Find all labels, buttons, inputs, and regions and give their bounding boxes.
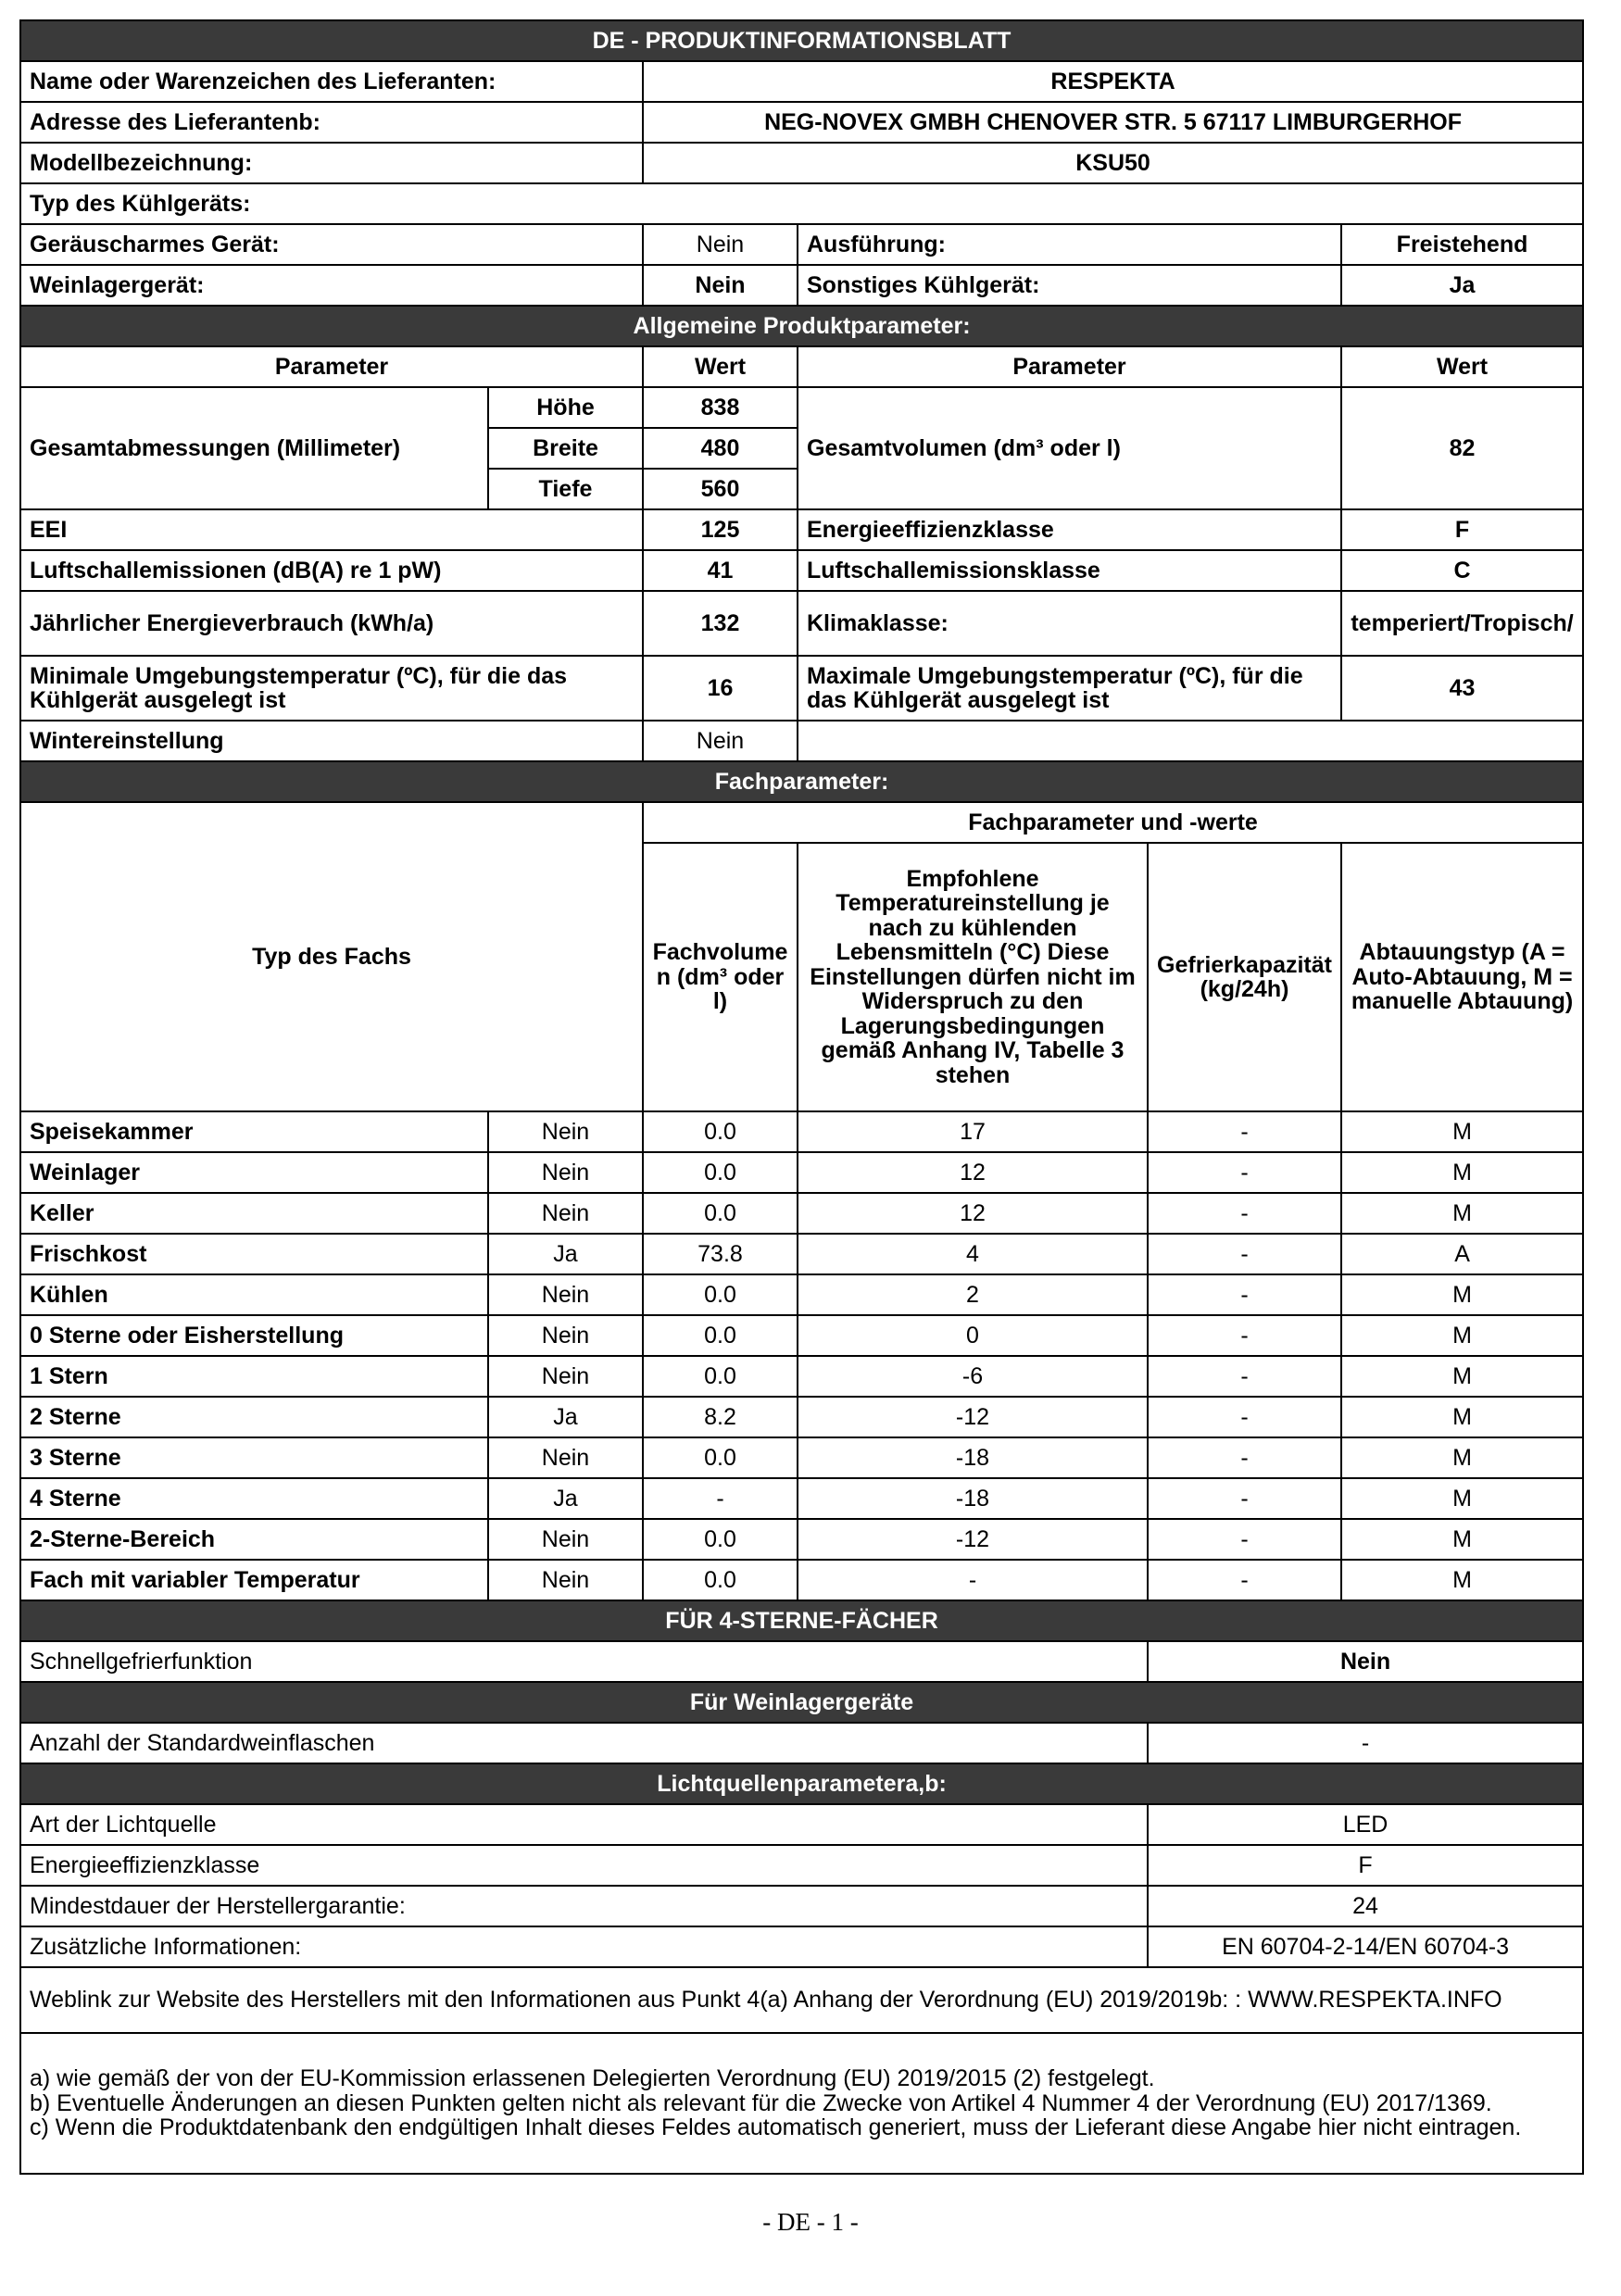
noise-class-value: C: [1341, 550, 1583, 591]
other-device-label: Sonstiges Kühlgerät:: [798, 265, 1341, 306]
col-freezing-capacity: Gefrierkapazität (kg/24h): [1148, 843, 1341, 1111]
min-temp-value: 16: [643, 656, 798, 721]
eei-label: EEI: [20, 509, 643, 550]
extra-info-value: EN 60704-2-14/EN 60704-3: [1148, 1926, 1583, 1967]
compartment-name: Frischkost: [20, 1234, 488, 1274]
depth-label: Tiefe: [488, 469, 643, 509]
table-row: [20, 1437, 1583, 1478]
compartment-temp: -6: [798, 1356, 1148, 1397]
light-type-label: Art der Lichtquelle: [20, 1804, 1148, 1845]
compartment-name: Fach mit variabler Temperatur: [20, 1560, 488, 1600]
compartment-volume: 0.0: [643, 1519, 798, 1560]
four-star-header: FÜR 4-STERNE-FÄCHER: [20, 1600, 1583, 1641]
table-row: [20, 1397, 1583, 1437]
compartment-defrost: M: [1341, 1437, 1583, 1478]
low-noise-value: Nein: [643, 224, 798, 265]
light-class-value: F: [1148, 1845, 1583, 1886]
winter-empty: [798, 721, 1583, 761]
compartments-header: Fachparameter:: [20, 761, 1583, 802]
compartment-volume: 73.8: [643, 1234, 798, 1274]
design-label: Ausführung:: [798, 224, 1341, 265]
table-row: [20, 1274, 1583, 1315]
compartment-freeze: -: [1148, 1356, 1341, 1397]
light-header: Lichtquellenparametera,b:: [20, 1763, 1583, 1804]
compartment-defrost: M: [1341, 1274, 1583, 1315]
compartment-defrost: M: [1341, 1560, 1583, 1600]
footnote-b: b) Eventuelle Änderungen an diesen Punkten gelten nicht als relevant für die Zwecke von Artikel 4 Nummer 4 der Verordnung (EU) 2017/1369.: [30, 2089, 1492, 2116]
compartment-freeze: -: [1148, 1111, 1341, 1152]
compartment-present: Nein: [488, 1193, 643, 1234]
max-temp-label: Maximale Umgebungstemperatur (ºC), für die das Kühlgerät ausgelegt ist: [798, 656, 1341, 721]
compartment-name: 1 Stern: [20, 1356, 488, 1397]
col-compartment-volume: Fachvolumen (dm³ oder l): [643, 843, 798, 1111]
light-type-value: LED: [1148, 1804, 1583, 1845]
supplier-address-label: Adresse des Lieferantenb:: [20, 102, 643, 143]
compartment-name: 3 Sterne: [20, 1437, 488, 1478]
table-row: [20, 1315, 1583, 1356]
supplier-name-label: Name oder Warenzeichen des Lieferanten:: [20, 61, 643, 102]
compartment-volume: 0.0: [643, 1193, 798, 1234]
compartment-present: Ja: [488, 1234, 643, 1274]
col-defrost-type: Abtauungstyp (A = Auto-Abtauung, M = manuelle Abtauung): [1341, 843, 1583, 1111]
compartment-name: Kühlen: [20, 1274, 488, 1315]
dimensions-label: Gesamtabmessungen (Millimeter): [20, 387, 488, 509]
col-parameter-left: Parameter: [20, 346, 643, 387]
compartment-defrost: M: [1341, 1519, 1583, 1560]
wine-bottles-label: Anzahl der Standardweinflaschen: [20, 1723, 1148, 1763]
compartment-volume: 8.2: [643, 1397, 798, 1437]
compartment-temp: 17: [798, 1111, 1148, 1152]
compartment-freeze: -: [1148, 1437, 1341, 1478]
supplier-address-value: NEG-NOVEX GMBH CHENOVER STR. 5 67117 LIMBURGERHOF: [643, 102, 1583, 143]
compartment-name: Weinlager: [20, 1152, 488, 1193]
height-label: Höhe: [488, 387, 643, 428]
compartment-group-header: Fachparameter und -werte: [643, 802, 1583, 843]
wine-header: Für Weinlagergeräte: [20, 1682, 1583, 1723]
compartment-temp: -: [798, 1560, 1148, 1600]
compartment-present: Ja: [488, 1478, 643, 1519]
footnote-a: a) wie gemäß der von der EU-Kommission erlassenen Delegierten Verordnung (EU) 2019/2015 (2) festgelegt.: [30, 2065, 1155, 2092]
compartment-freeze: -: [1148, 1274, 1341, 1315]
noise-label: Luftschallemissionen (dB(A) re 1 pW): [20, 550, 643, 591]
compartment-defrost: M: [1341, 1397, 1583, 1437]
compartment-name: Keller: [20, 1193, 488, 1234]
compartment-defrost: M: [1341, 1478, 1583, 1519]
compartment-temp: 4: [798, 1234, 1148, 1274]
volume-value: 82: [1341, 387, 1583, 509]
compartment-present: Nein: [488, 1152, 643, 1193]
compartment-name: 0 Sterne oder Eisherstellung: [20, 1315, 488, 1356]
compartment-name: Speisekammer: [20, 1111, 488, 1152]
table-row: [20, 1234, 1583, 1274]
model-label: Modellbezeichnung:: [20, 143, 643, 183]
wine-device-label: Weinlagergerät:: [20, 265, 643, 306]
light-class-label: Energieeffizienzklasse: [20, 1845, 1148, 1886]
compartment-volume: 0.0: [643, 1111, 798, 1152]
table-row: [20, 1560, 1583, 1600]
consumption-label: Jährlicher Energieverbrauch (kWh/a): [20, 591, 643, 656]
compartment-volume: 0.0: [643, 1437, 798, 1478]
compartment-present: Nein: [488, 1111, 643, 1152]
compartment-freeze: -: [1148, 1519, 1341, 1560]
compartment-present: Ja: [488, 1397, 643, 1437]
compartment-freeze: -: [1148, 1193, 1341, 1234]
compartment-temp: -12: [798, 1519, 1148, 1560]
volume-label: Gesamtvolumen (dm³ oder l): [798, 387, 1341, 509]
product-information-sheet: [19, 19, 1584, 2175]
compartment-temp: -18: [798, 1437, 1148, 1478]
low-noise-label: Geräuscharmes Gerät:: [20, 224, 643, 265]
col-value-right: Wert: [1341, 346, 1583, 387]
table-row: [20, 1111, 1583, 1152]
noise-class-label: Luftschallemissionsklasse: [798, 550, 1341, 591]
consumption-value: 132: [643, 591, 798, 656]
weblink: Weblink zur Website des Herstellers mit den Informationen aus Punkt 4(a) Anhang der Verordnung (EU) 2019/2019b: : WWW.RESPEKTA.INFO: [20, 1967, 1583, 2033]
wine-bottles-value: -: [1148, 1723, 1583, 1763]
compartment-temp: 2: [798, 1274, 1148, 1315]
compartment-freeze: -: [1148, 1560, 1341, 1600]
supplier-name-value: RESPEKTA: [643, 61, 1583, 102]
energy-class-value: F: [1341, 509, 1583, 550]
compartment-freeze: -: [1148, 1397, 1341, 1437]
compartment-temp: 12: [798, 1152, 1148, 1193]
climate-value: temperiert/Tropisch/: [1341, 591, 1583, 656]
compartment-temp: -18: [798, 1478, 1148, 1519]
wine-device-value: Nein: [643, 265, 798, 306]
climate-label: Klimaklasse:: [798, 591, 1341, 656]
compartment-name: 2-Sterne-Bereich: [20, 1519, 488, 1560]
depth-value: 560: [643, 469, 798, 509]
other-device-value: Ja: [1341, 265, 1583, 306]
compartment-name: 4 Sterne: [20, 1478, 488, 1519]
col-recommended-temp: Empfohlene Temperatureinstellung je nach zu kühlenden Lebensmitteln (°C) Diese Einstellungen dürfen nicht im Widerspruch zu den Lagerungsbedingungen gemäß Anhang IV, Tabelle 3 stehen: [798, 843, 1148, 1111]
compartment-present: Nein: [488, 1274, 643, 1315]
width-label: Breite: [488, 428, 643, 469]
height-value: 838: [643, 387, 798, 428]
table-row: [20, 1519, 1583, 1560]
table-row: [20, 1356, 1583, 1397]
sheet-title: DE - PRODUKTINFORMATIONSBLATT: [20, 20, 1583, 61]
max-temp-value: 43: [1341, 656, 1583, 721]
device-type-label: Typ des Kühlgeräts:: [20, 183, 1583, 224]
compartment-volume: 0.0: [643, 1152, 798, 1193]
design-value: Freistehend: [1341, 224, 1583, 265]
extra-info-label: Zusätzliche Informationen:: [20, 1926, 1148, 1967]
table-row: [20, 1478, 1583, 1519]
eei-value: 125: [643, 509, 798, 550]
page-number: - DE - 1 -: [762, 2208, 859, 2236]
compartment-temp: 12: [798, 1193, 1148, 1234]
compartment-present: Nein: [488, 1519, 643, 1560]
compartment-temp: 0: [798, 1315, 1148, 1356]
footnotes: [20, 2033, 1583, 2174]
compartment-type-header: Typ des Fachs: [20, 802, 643, 1111]
compartment-volume: 0.0: [643, 1356, 798, 1397]
fast-freeze-label: Schnellgefrierfunktion: [20, 1641, 1148, 1682]
compartment-defrost: M: [1341, 1193, 1583, 1234]
compartment-defrost: M: [1341, 1152, 1583, 1193]
table-row: [20, 1152, 1583, 1193]
fast-freeze-value: Nein: [1148, 1641, 1583, 1682]
compartment-volume: 0.0: [643, 1560, 798, 1600]
compartment-present: Nein: [488, 1437, 643, 1478]
winter-label: Wintereinstellung: [20, 721, 643, 761]
compartment-defrost: A: [1341, 1234, 1583, 1274]
min-temp-label: Minimale Umgebungstemperatur (ºC), für die das Kühlgerät ausgelegt ist: [20, 656, 643, 721]
winter-value: Nein: [643, 721, 798, 761]
table-row: [20, 1193, 1583, 1234]
compartment-freeze: -: [1148, 1152, 1341, 1193]
general-parameters-header: Allgemeine Produktparameter:: [20, 306, 1583, 346]
noise-value: 41: [643, 550, 798, 591]
compartment-volume: 0.0: [643, 1315, 798, 1356]
compartment-defrost: M: [1341, 1111, 1583, 1152]
compartment-freeze: -: [1148, 1478, 1341, 1519]
compartment-freeze: -: [1148, 1315, 1341, 1356]
compartment-present: Nein: [488, 1315, 643, 1356]
compartment-present: Nein: [488, 1356, 643, 1397]
compartment-volume: -: [643, 1478, 798, 1519]
warranty-value: 24: [1148, 1886, 1583, 1926]
col-value-left: Wert: [643, 346, 798, 387]
compartment-volume: 0.0: [643, 1274, 798, 1315]
footnote-c: c) Wenn die Produktdatenbank den endgültigen Inhalt dieses Feldes automatisch generiert, muss der Lieferant diese Angabe hier nicht eintragen.: [30, 2114, 1522, 2141]
model-value: KSU50: [643, 143, 1583, 183]
compartment-present: Nein: [488, 1560, 643, 1600]
compartment-defrost: M: [1341, 1315, 1583, 1356]
compartment-name: 2 Sterne: [20, 1397, 488, 1437]
warranty-label: Mindestdauer der Herstellergarantie:: [20, 1886, 1148, 1926]
width-value: 480: [643, 428, 798, 469]
compartment-defrost: M: [1341, 1356, 1583, 1397]
energy-class-label: Energieeffizienzklasse: [798, 509, 1341, 550]
col-parameter-right: Parameter: [798, 346, 1341, 387]
compartment-temp: -12: [798, 1397, 1148, 1437]
compartment-freeze: -: [1148, 1234, 1341, 1274]
